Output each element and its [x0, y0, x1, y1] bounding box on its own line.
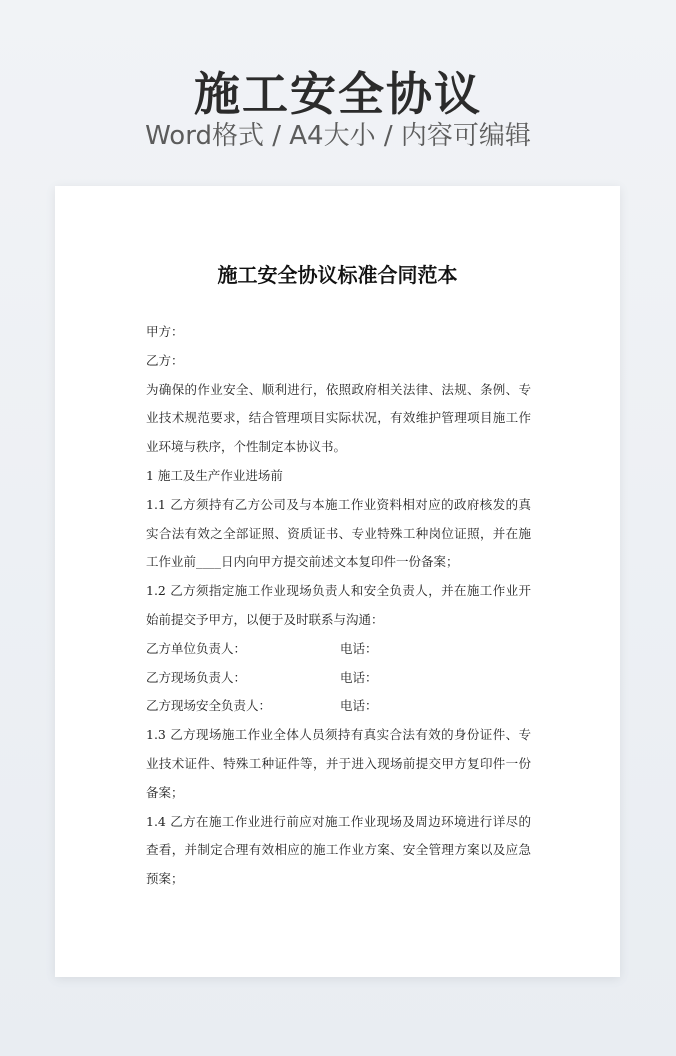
- contact-phone: 电话：: [340, 669, 378, 685]
- document-body: [146, 318, 531, 894]
- clause-1-1: 1.1 乙方须持有乙方公司及与本施工作业资料相对应的政府核发的真实合法有效之全部证照、资质证书、专业特殊工种岗位证照，并在施工作业前____日内向甲方提交前述文本复印件一份备案；: [146, 496, 531, 570]
- banner-subtitle: Word格式 / A4大小 / 内容可编辑: [145, 121, 531, 151]
- contact-label: 乙方现场安全负责人：: [146, 698, 272, 714]
- section-1-heading: 1 施工及生产作业进场前: [146, 467, 283, 483]
- banner-title: 施工安全协议: [194, 67, 482, 121]
- clause-1-2: 1.2 乙方须指定施工作业现场负责人和安全负责人，并在施工作业开始前提交予甲方，以便于及时联系与沟通：: [146, 583, 531, 627]
- party-a-line: 甲方：: [146, 324, 184, 339]
- intro-paragraph: 为确保的作业安全、顺利进行，依照政府相关法律、法规、条例、专业技术规范要求，结合管理项目实际状况，有效维护管理项目施工作业环境与秩序，个性制定本协议书。: [146, 381, 531, 455]
- contact-label: 乙方现场负责人：: [146, 669, 247, 685]
- contact-row-unit: [146, 635, 531, 664]
- contact-row-safety: [146, 692, 531, 721]
- party-b-line: 乙方：: [146, 352, 184, 368]
- clause-1-4: 1.4 乙方在施工作业进行前应对施工作业现场及周边环境进行详尽的查看，并制定合理有效相应的施工作业方案、安全管理方案以及应急预案；: [146, 813, 531, 887]
- clause-1-3: 1.3 乙方现场施工作业全体人员须持有真实合法有效的身份证件、专业技术证件、特殊工种证件等，并于进入现场前提交甲方复印件一份备案；: [146, 727, 531, 800]
- document-page: [55, 186, 620, 977]
- contact-phone: 电话：: [340, 698, 378, 714]
- contact-phone: 电话：: [340, 640, 378, 656]
- contact-row-site: [146, 664, 531, 693]
- document-title: 施工安全协议标准合同范本: [217, 263, 458, 287]
- contact-label: 乙方单位负责人：: [146, 640, 247, 656]
